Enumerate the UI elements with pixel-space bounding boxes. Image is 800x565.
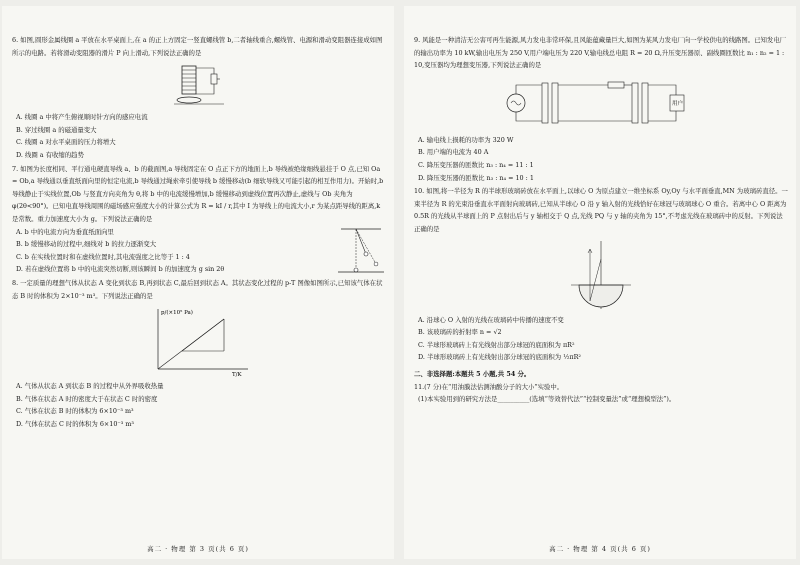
q7-option-a: A. b 中的电流方向为垂直纸面向里 bbox=[16, 227, 114, 236]
q7-figure bbox=[336, 226, 386, 274]
q9-option-b: B. 用户端的电流为 40 A bbox=[418, 148, 489, 157]
question-8 bbox=[12, 277, 386, 431]
question-9 bbox=[414, 34, 788, 184]
q6-option-a: A. 线圈 a 中将产生俯视顺时针方向的感应电流 bbox=[16, 113, 148, 122]
q7-option-d: D. 若在虚线位置将 b 中的电流突然切断,则该瞬间 b 的加速度为 g sin 2θ bbox=[16, 265, 225, 274]
question-7 bbox=[12, 163, 386, 276]
q7-option-b: B. b 缓慢移动的过程中,细线对 b 的拉力逐渐变大 bbox=[16, 240, 157, 249]
q8-option-a: A. 气体从状态 A 到状态 B 的过程中从外界吸收热量 bbox=[16, 382, 164, 391]
question-11-part-1: (1)本实验用到的研究方法是__________(选填“等效替代法”“控制变量法”或“理想模型法”)。 bbox=[418, 395, 676, 404]
right-column bbox=[414, 34, 788, 406]
q8-option-c: C. 气体在状态 B 时的体积为 6×10⁻³ m³ bbox=[16, 407, 134, 416]
q8-option-d: D. 气体在状态 C 时的体积为 6×10⁻³ m³ bbox=[16, 419, 134, 428]
q8-ylabel: p/(×10⁵ Pa) bbox=[161, 310, 193, 317]
q9-user-label: 用户 bbox=[672, 100, 684, 107]
left-column bbox=[12, 34, 386, 431]
q9-stem: 9. 风能是一种清洁无公害可再生能源,风力发电非常环保,且风能蕴藏量巨大,如图为某风力发电厂向一学校供电的线路图。已知发电厂的输出功率为 10 kW,输出电压为 250 V,用户端电压为 220 V,输电线总电阻 R = 20 Ω,升压变压器原、副线圈匝数比 n₁ : n₂ = 1 : 10,变压器均为理想变压器,下列说法正确的是 bbox=[414, 36, 787, 70]
q6-option-d: D. 线圈 a 有收缩的趋势 bbox=[16, 150, 84, 159]
q8-figure bbox=[144, 305, 254, 377]
q8-xlabel: T/K bbox=[232, 372, 242, 378]
q7-stem: 7. 如图为长度相同、平行通电硬直导线 a、b 的截面图,a 导线固定在 O 点正下方的地面上,b 导线被绝缘细线悬挂于 O 点,已知 Oa = Ob,a 导线通以垂直纸面向里的恒定电流,b 导线通过绳索牵引使导线 b 缓慢移动(b 细软导线又可能引起的相互作用力)。开始时,b 导线静止于实线位置,Ob 与竖直方向夹角为 θ,将 b 中的电流缓慢增加,b 缓慢移动到虚线位置再次静止,虚线与 Ob 夹角为 φ(2θ<90°)。已知电直导线周围的磁场感应强度大小的计算公式为 R = kI / r,其中 I 为导线上的电流大小,r 为某点距导线的距离,k 是常数。重力加速度大小为 g。下列说法正确的是 bbox=[12, 164, 384, 223]
q9-option-a: A. 输电线上损耗的功率为 320 W bbox=[418, 135, 514, 144]
q7-option-c: C. b 在实线位置时和在虚线位置时,其电流强度之比等于 1 : 4 bbox=[16, 252, 190, 261]
left-page bbox=[2, 6, 394, 559]
left-page-footer: 高二 · 物理 第 3 页(共 6 页) bbox=[147, 545, 249, 553]
q10-stem: 10. 如图,将一半径为 R 的半球形玻璃砖放在水平面上,以球心 O 为原点建立一维坐标系 Oy,Oy 与水平面垂直,MN 为玻璃砖直径。一束半径为 R 的光束沿垂直水平面射向玻璃砖,已知从半球心 O 沿 y 轴入射的光线恰好在球冠与玻璃球心 O 重合。若离中心 O 距离为 0.5R 的光线从半球面上的 P 点射出后与 y 轴相交于 Q 点,光线 PQ 与 y 轴的夹角为 15°,不考虑光线在玻璃砖中的反射。下列说法正确的是 bbox=[414, 187, 788, 233]
q6-figure bbox=[154, 62, 244, 108]
right-page-footer: 高二 · 物理 第 4 页(共 6 页) bbox=[549, 545, 651, 553]
section-2-heading: 二、非选择题:本题共 5 小题,共 54 分。 bbox=[414, 369, 531, 378]
q10-figure bbox=[551, 239, 651, 311]
q10-option-c: C. 半球形玻璃砖上有光线射出部分球冠的底面积为 πR² bbox=[418, 340, 575, 349]
q8-stem: 8. 一定质量的理想气体从状态 A 变化到状态 B,再到状态 C,最后回到状态 A。其状态变化过程的 p-T 图像如图所示,已知该气体在状态 B 时的体积为 2×10⁻³ m³。下列说法正确的是 bbox=[12, 278, 383, 300]
question-10 bbox=[414, 185, 788, 364]
question-11: 11.(7 分)在“用油膜法估测油酸分子的大小”实验中。 bbox=[414, 382, 564, 391]
q9-option-c: C. 降压变压器的匝数比 n₃ : n₄ = 11 : 1 bbox=[418, 160, 534, 169]
q10-option-b: B. 该玻璃砖的折射率 n = √2 bbox=[418, 328, 502, 337]
q6-option-c: C. 线圈 a 对水平桌面的压力将增大 bbox=[16, 138, 116, 147]
right-page bbox=[404, 6, 796, 559]
q8-option-b: B. 气体在状态 A 时的密度大于在状态 C 时的密度 bbox=[16, 394, 158, 403]
q9-option-d: D. 降压变压器的匝数比 n₃ : n₄ = 10 : 1 bbox=[418, 173, 534, 182]
q6-option-b: B. 穿过线圈 a 的磁通量变大 bbox=[16, 125, 97, 134]
q6-stem: 6. 如图,圆形金属线圈 a 平放在水平桌面上,在 a 的正上方固定一竖直螺线管 b,二者轴线重合,螺线管、电源和滑动变阻器连接成如图所示的电路。若将滑动变阻器的滑片 P 向上滑动,下列说法正确的是 bbox=[12, 36, 383, 57]
q10-option-a: A. 沿球心 O 入射的光线在玻璃砖中传播的速度不变 bbox=[418, 315, 564, 324]
q9-figure bbox=[496, 75, 706, 131]
question-6 bbox=[12, 34, 386, 162]
q10-option-d: D. 半球形玻璃砖上有光线射出部分球冠的底面积为 ½πR² bbox=[418, 353, 581, 362]
